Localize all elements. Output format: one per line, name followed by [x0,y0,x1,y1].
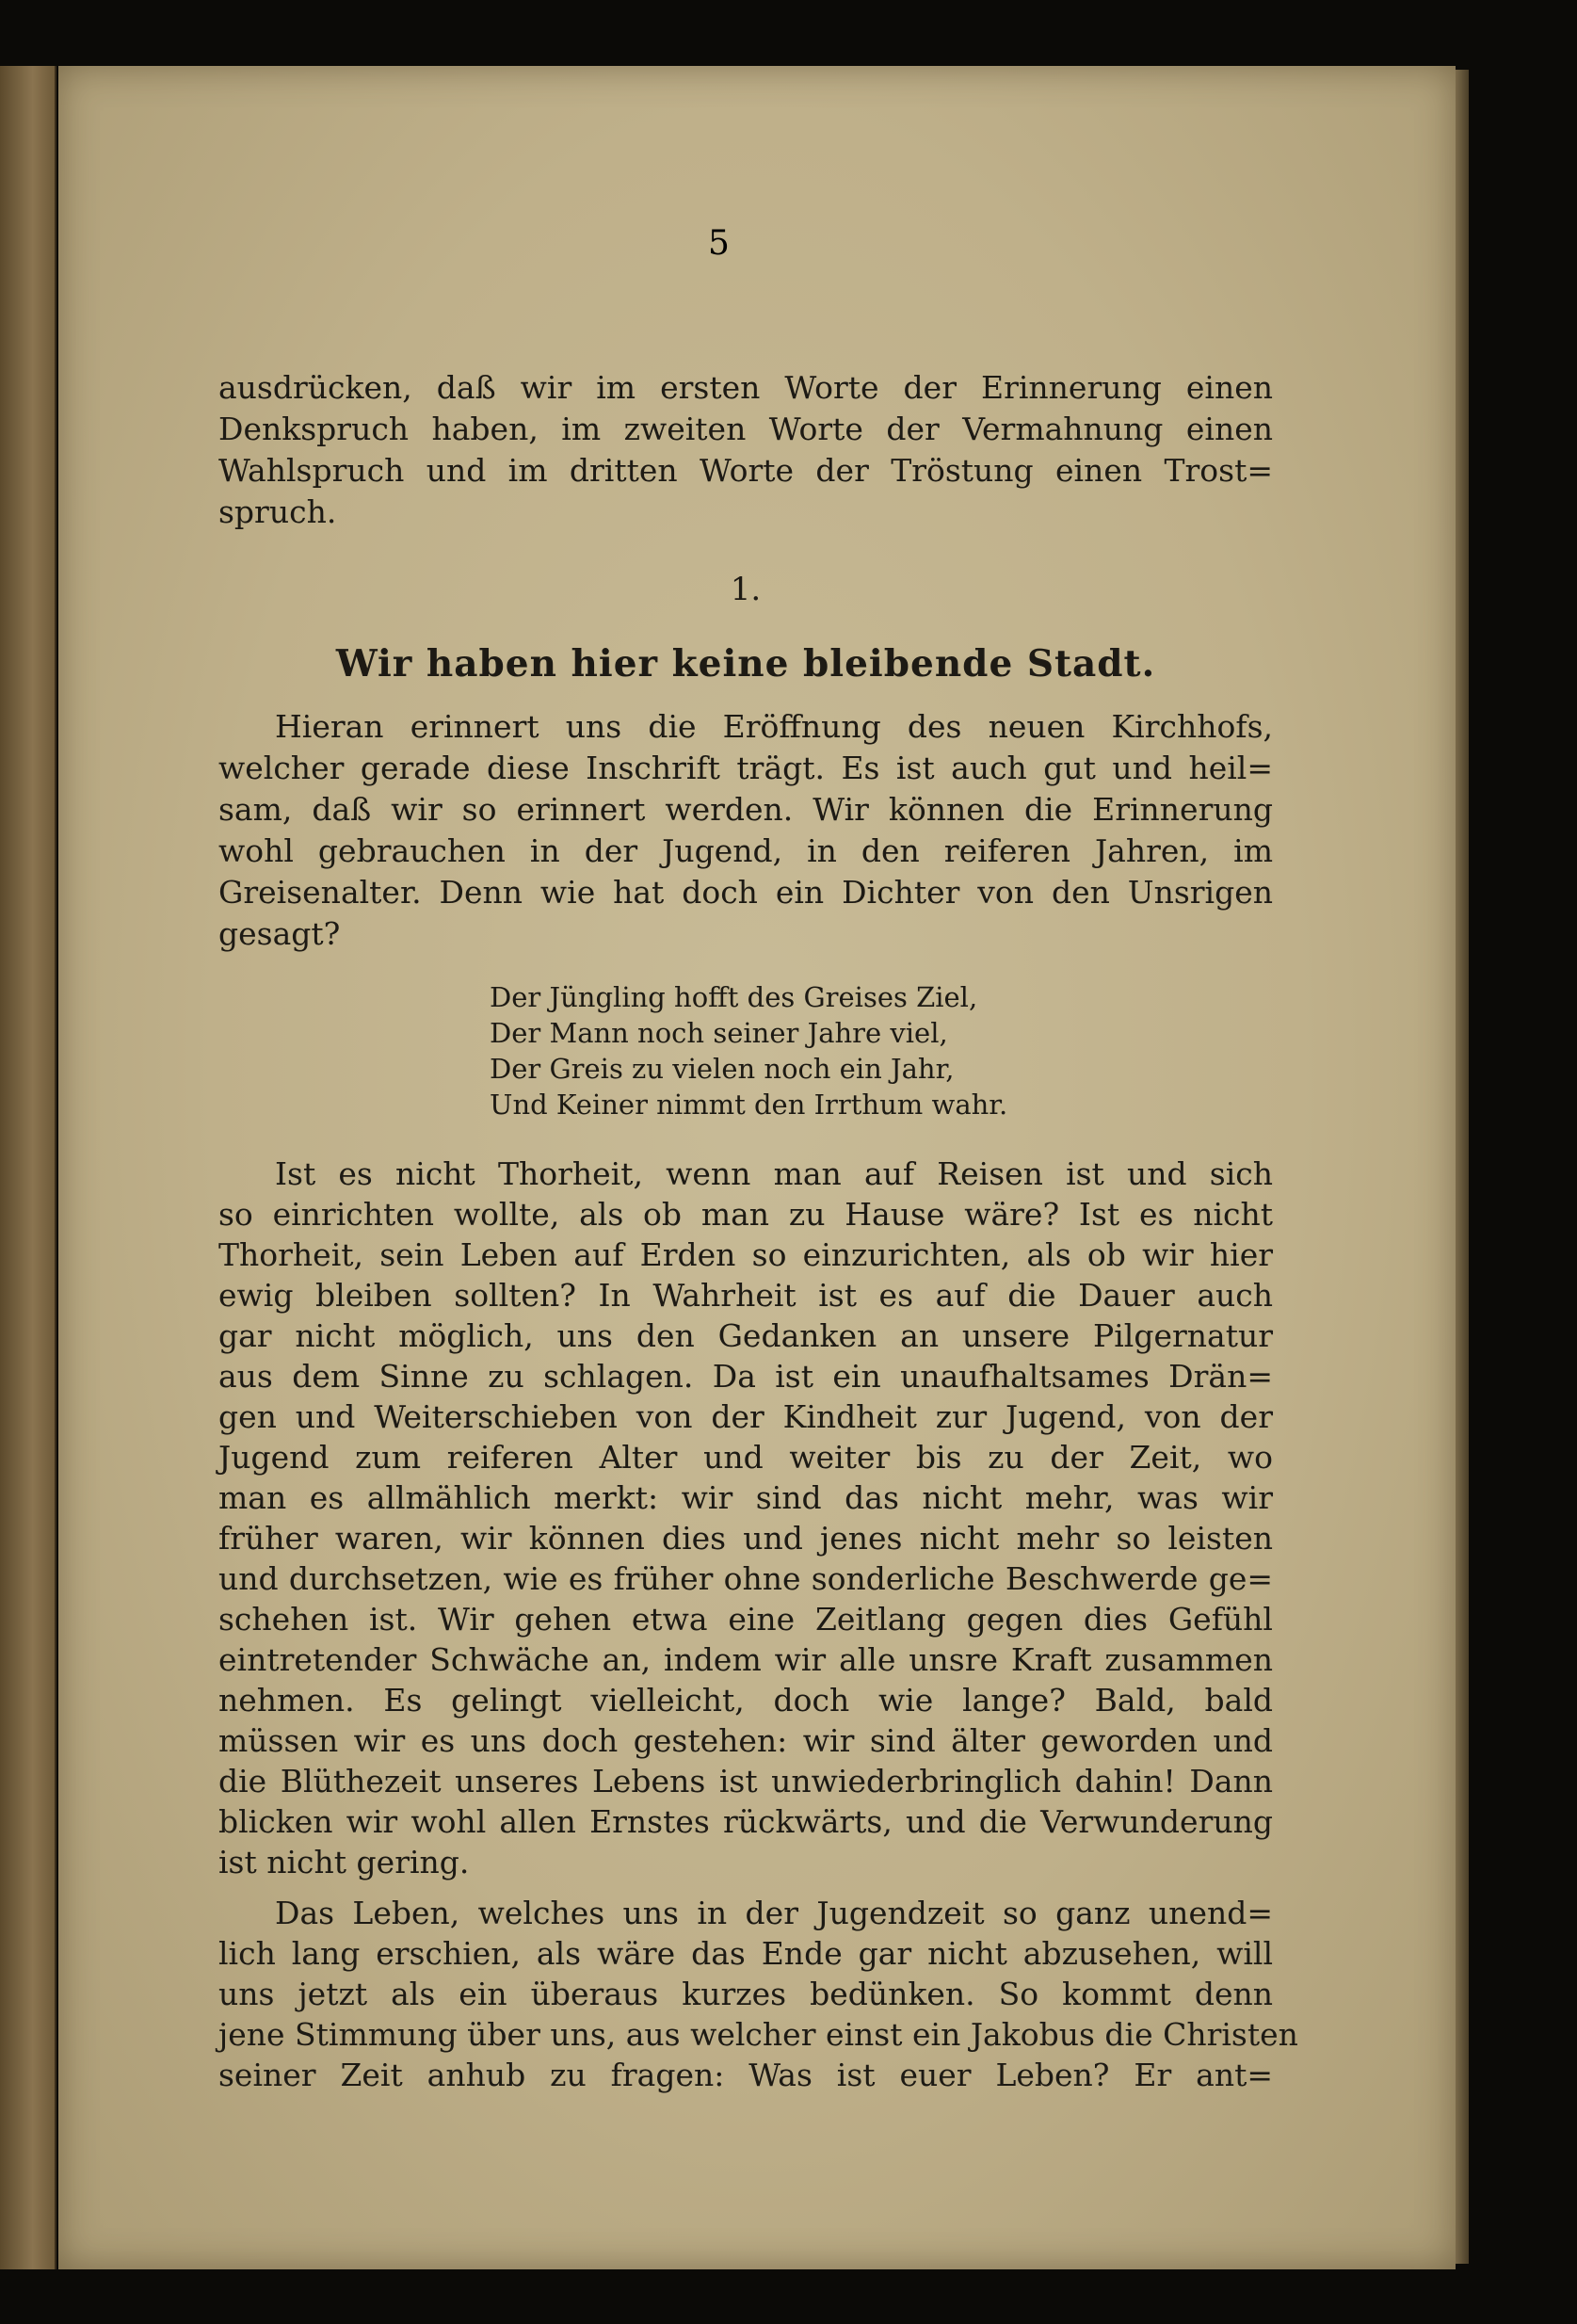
text-line: früher waren, wir können dies und jenes nicht mehr so leisten [218,1520,1273,1557]
text-line: jene Stimmung über uns, aus welcher einst ein Jakobus die Christen [218,2016,1298,2053]
verse-line: Der Mann noch seiner Jahre viel, [490,1017,948,1049]
text-line: Ist es nicht Thorheit, wenn man auf Reisen ist und sich [275,1155,1273,1192]
right-page-edge [1456,70,1469,2264]
text-line: Greisenalter. Denn wie hat doch ein Dichter von den Unsrigen [218,874,1273,911]
text-line: die Blüthezeit unseres Lebens ist unwiederbringlich dahin! Dann [218,1763,1273,1799]
text-line: so einrichten wollte, als ob man zu Hause wäre? Ist es nicht [218,1196,1273,1233]
text-line: aus dem Sinne zu schlagen. Da ist ein unaufhaltsames Drän= [218,1358,1273,1395]
text-line: eintretender Schwäche an, indem wir alle unsre Kraft zusammen [218,1641,1273,1678]
text-line: uns jetzt als ein überaus kurzes bedünken. So kommt denn [218,1976,1273,2012]
text-line: blicken wir wohl allen Ernstes rückwärts, und die Verwunderung [218,1803,1273,1840]
text-line: spruch. [218,493,337,530]
text-line: nehmen. Es gelingt vielleicht, doch wie lange? Bald, bald [218,1682,1273,1719]
text-line: schehen ist. Wir gehen etwa eine Zeitlang gegen dies Gefühl [218,1601,1273,1638]
text-line: man es allmählich merkt: wir sind das nicht mehr, was wir [218,1479,1273,1516]
text-line: Jugend zum reiferen Alter und weiter bis zu der Zeit, wo [218,1439,1273,1476]
text-line: und durchsetzen, wie es früher ohne sonderliche Beschwerde ge= [218,1560,1273,1597]
text-line: lich lang erschien, als wäre das Ende gar nicht abzusehen, will [218,1935,1273,1972]
verse-line: Und Keiner nimmt den Irrthum wahr. [490,1089,1008,1121]
text-line: gen und Weiterschieben von der Kindheit zur Jugend, von der [218,1398,1273,1435]
text-line: müssen wir es uns doch gestehen: wir sind älter geworden und [218,1722,1273,1759]
text-line: Das Leben, welches uns in der Jugendzeit so ganz unend= [275,1895,1273,1931]
section-number: 1. [730,571,762,608]
book-page [58,66,1456,2269]
text-line: ausdrücken, daß wir im ersten Worte der Erinnerung einen [218,369,1273,406]
text-line: welcher gerade diese Inschrift trägt. Es ist auch gut und heil= [218,750,1273,786]
text-line: seiner Zeit anhub zu fragen: Was ist euer Leben? Er ant= [218,2057,1273,2093]
text-line: Wahlspruch und im dritten Worte der Tröstung einen Trost= [218,452,1273,489]
section-heading: Wir haben hier keine bleibende Stadt. [335,642,1156,686]
text-line: wohl gebrauchen in der Jugend, in den reiferen Jahren, im [218,832,1273,869]
text-line: ist nicht gering. [218,1844,470,1880]
left-page-edge [0,66,56,2269]
text-line: Denkspruch haben, im zweiten Worte der Vermahnung einen [218,411,1273,447]
text-line: gar nicht möglich, uns den Gedanken an unsere Pilgernatur [218,1317,1273,1354]
verse-line: Der Greis zu vielen noch ein Jahr, [490,1053,955,1085]
text-line: ewig bleiben sollten? In Wahrheit ist es auf die Dauer auch [218,1277,1273,1314]
text-line: Hieran erinnert uns die Eröffnung des neuen Kirchhofs, [275,708,1273,745]
text-line: Thorheit, sein Leben auf Erden so einzurichten, als ob wir hier [218,1236,1273,1273]
text-line: gesagt? [218,915,341,952]
verse-line: Der Jüngling hofft des Greises Ziel, [490,981,978,1013]
text-line: sam, daß wir so erinnert werden. Wir können die Erinnerung [218,791,1273,828]
page-number: 5 [708,224,730,263]
